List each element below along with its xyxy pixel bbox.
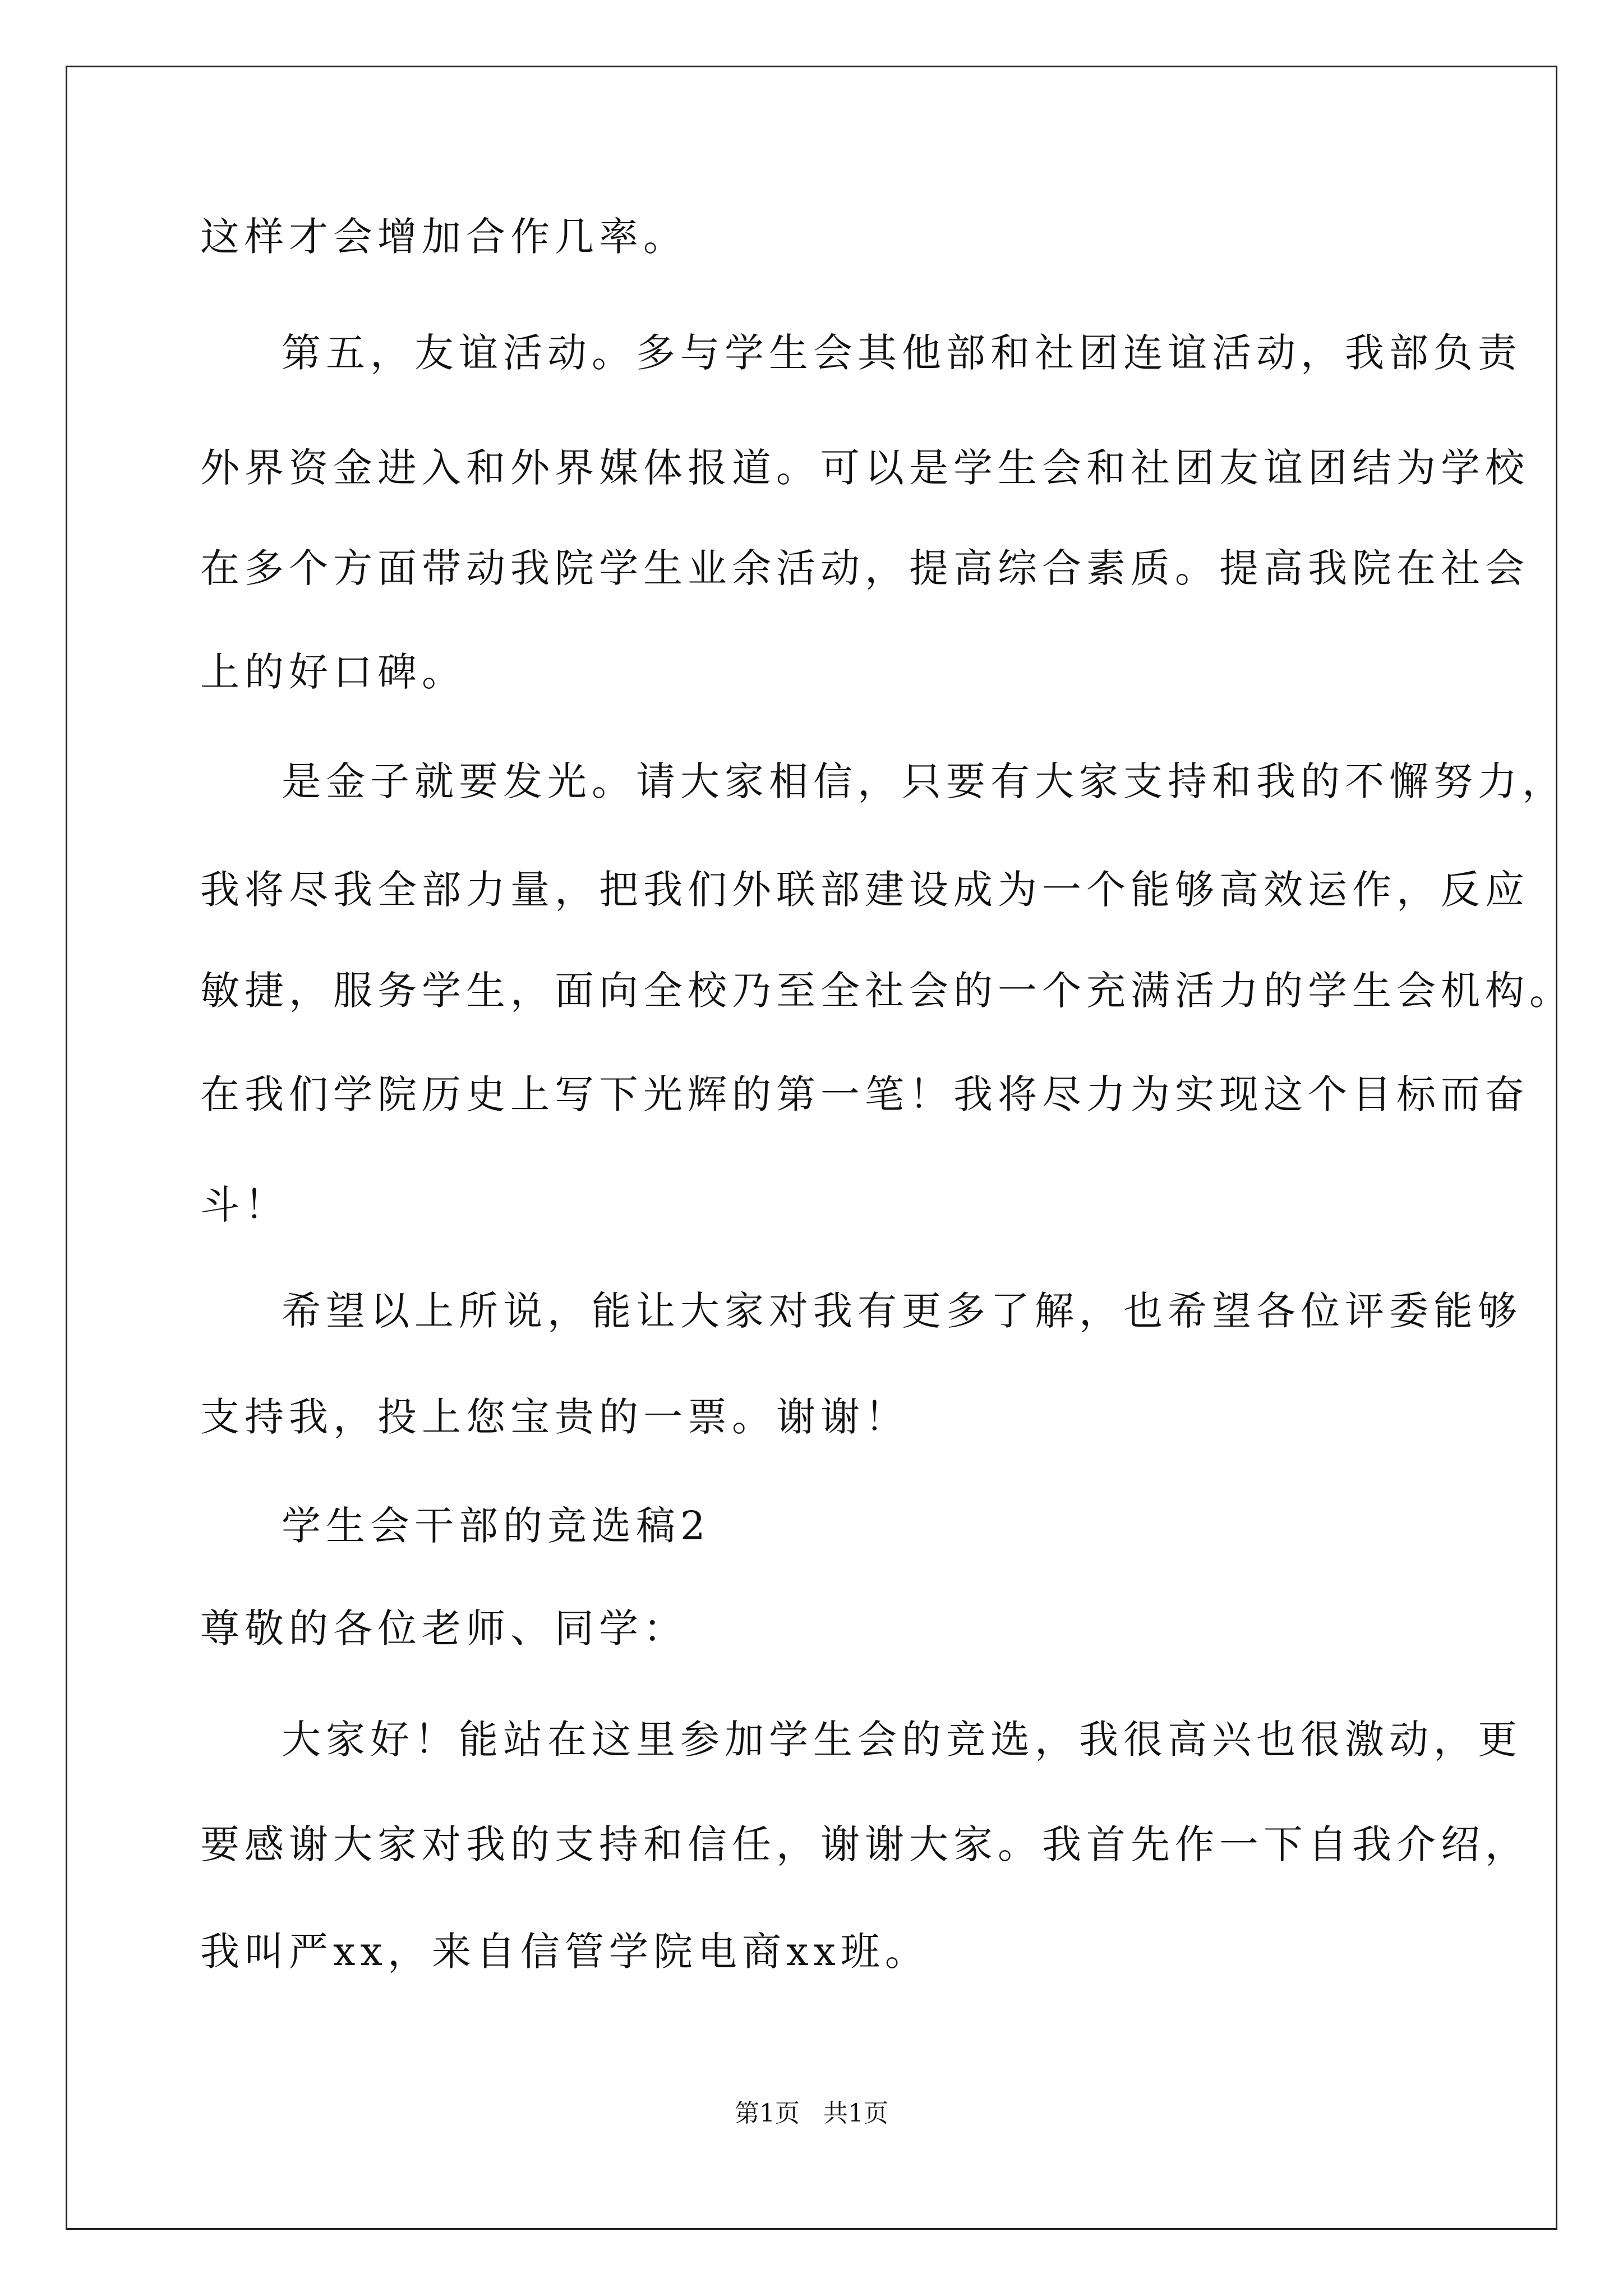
page-border xyxy=(66,66,1557,2230)
paragraph-first-line: 大家好！能站在这里参加学生会的竞选，我很高兴也很激动，更 xyxy=(282,1717,1522,1763)
body-line: 我叫严xx，来自信管学院电商xx班。 xyxy=(200,1929,929,1975)
body-line: 上的好口碑。 xyxy=(200,649,466,695)
paragraph-first-line: 希望以上所说，能让大家对我有更多了解，也希望各位评委能够 xyxy=(282,1288,1522,1334)
body-line: 在我们学院历史上写下光辉的第一笔！我将尽力为实现这个目标而奋 xyxy=(200,1071,1529,1117)
section-title: 学生会干部的竞选稿2 xyxy=(282,1503,711,1549)
body-line: 要感谢大家对我的支持和信任，谢谢大家。我首先作一下自我介绍， xyxy=(200,1821,1529,1867)
salutation: 尊敬的各位老师、同学： xyxy=(200,1605,688,1651)
body-line: 斗！ xyxy=(200,1182,289,1228)
page-number-footer: 第1页 共1页 xyxy=(735,2099,888,2128)
body-line: 支持我，投上您宝贵的一票。谢谢！ xyxy=(200,1394,909,1440)
paragraph-first-line: 是金子就要发光。请大家相信，只要有大家支持和我的不懈努力， xyxy=(282,758,1566,804)
body-line: 在多个方面带动我院学生业余活动，提高综合素质。提高我院在社会 xyxy=(200,545,1529,591)
paragraph-first-line: 第五，友谊活动。多与学生会其他部和社团连谊活动，我部负责 xyxy=(282,330,1522,376)
body-line: 这样才会增加合作几率。 xyxy=(200,214,688,260)
body-line: 我将尽我全部力量，把我们外联部建设成为一个能够高效运作，反应 xyxy=(200,867,1529,913)
body-line: 敏捷，服务学生，面向全校乃至全社会的一个充满活力的学生会机构。 xyxy=(200,968,1574,1014)
body-line: 外界资金进入和外界媒体报道。可以是学生会和社团友谊团结为学校 xyxy=(200,445,1529,491)
